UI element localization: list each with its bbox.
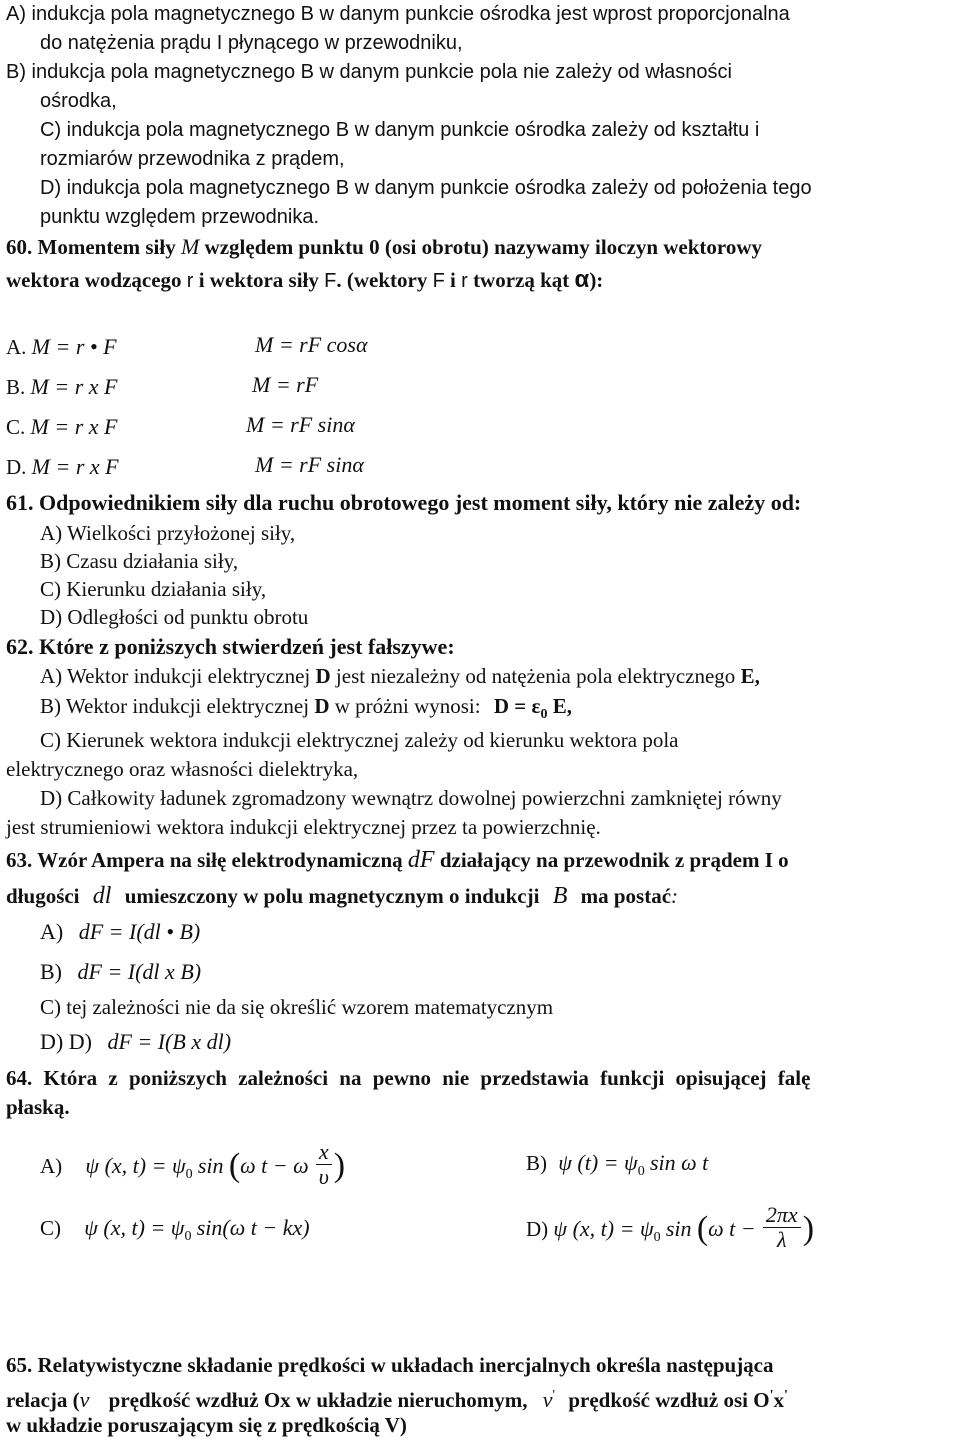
symbol-b: B xyxy=(552,883,568,909)
q64-title-line-1: 64. Która z poniższych zależności na pewno nie przedstawia funkcji opisującej falę xyxy=(6,1066,811,1090)
option-label: D. xyxy=(6,455,27,479)
q64-title-line-2: płaską. xyxy=(6,1095,70,1119)
symbol-m: M xyxy=(180,234,200,259)
fraction-2pix-over-lambda xyxy=(763,1203,801,1252)
q62-text: w próżni wynosi: xyxy=(334,694,481,718)
option-label: B) xyxy=(40,959,62,984)
symbol-v: v xyxy=(79,1387,90,1412)
option-label: A. xyxy=(6,335,27,359)
wave-lhs: ψ (x, t) = ψ xyxy=(553,1216,654,1241)
subscript-zero: 0 xyxy=(637,1164,645,1180)
option-label: C. xyxy=(6,415,26,439)
option-d-line-1: D) indukcja pola magnetycznego B w danym punkcie ośrodka zależy od położenia tego xyxy=(40,177,812,199)
q61-option-b: B) Czasu działania siły, xyxy=(40,549,239,573)
q65-line-1: 65. Relatywistyczne składanie prędkości w układach inercjalnych określa następująca xyxy=(6,1353,774,1377)
q63-option-a xyxy=(40,918,200,946)
q65-text: relacja ( xyxy=(6,1388,80,1412)
q63-text: działający na przewodnik z prądem I o xyxy=(439,848,789,872)
q62-option-a xyxy=(40,662,760,690)
q64-option-d xyxy=(526,1198,814,1266)
paren-close: ) xyxy=(802,1210,815,1247)
option-label: D) xyxy=(526,1217,549,1241)
subscript-zero: 0 xyxy=(653,1230,661,1246)
ampere-formula-cross: dF = I(dl x B) xyxy=(77,959,202,984)
symbol-r: r xyxy=(186,270,194,292)
option-c-line-1: C) indukcja pola magnetycznego B w danym punkcie ośrodka zależy od kształtu i xyxy=(40,119,760,141)
q60-text: i xyxy=(450,268,456,292)
option-label: A) xyxy=(40,1154,63,1178)
symbol-e: E, xyxy=(552,694,572,718)
paren-open: ( xyxy=(696,1210,709,1247)
q61-option-c: C) Kierunku działania siły, xyxy=(40,577,267,601)
option-label: D) D) xyxy=(40,1029,92,1054)
numerator: x xyxy=(316,1140,332,1165)
q65-text: prędkość wzdłuż osi O xyxy=(568,1388,770,1412)
q65-text: prędkość wzdłuż Ox w układzie nieruchomym, xyxy=(108,1388,528,1412)
q63-option-b xyxy=(40,958,201,986)
vector-formula: M = r x F xyxy=(31,454,119,479)
q60-option-b-scalar: M = rF xyxy=(252,372,319,397)
q60-text: wektora wodzącego xyxy=(6,268,182,292)
q63-option-d xyxy=(40,1028,231,1056)
option-a-line-2: do natężenia prądu I płynącego w przewodniku, xyxy=(40,32,463,54)
q60-text: . (wektory xyxy=(336,268,428,292)
q62-option-c-line-1: C) Kierunek wektora indukcji elektrycznej zależy od kierunku wektora pola xyxy=(40,728,679,752)
q65-line-2 xyxy=(6,1382,788,1414)
vector-formula: M = r x F xyxy=(30,374,118,399)
q65-line-3: w układzie poruszającym się z prędkością V) xyxy=(6,1413,407,1437)
denominator: υ xyxy=(318,1163,329,1189)
q60-option-b xyxy=(6,373,117,401)
q63-text: 63. Wzór Ampera na siłę elektrodynamiczną xyxy=(6,848,403,872)
numerator: 2πx xyxy=(763,1203,801,1228)
q63-text: ma postać xyxy=(580,884,672,908)
q60-option-c-scalar: M = rF sinα xyxy=(246,412,355,437)
q62-title: 62. Które z poniższych stwierdzeń jest fałszywe: xyxy=(6,634,455,659)
wave-rhs: sin ω t xyxy=(649,1150,709,1175)
ampere-formula-reversed: dF = I(B x dl) xyxy=(107,1029,232,1054)
q63-option-c: C) tej zależności nie da się określić wzorem matematycznym xyxy=(40,995,554,1019)
q62-text: jest niezależny od natężenia pola elektrycznego xyxy=(335,664,736,688)
q62-text: B) Wektor indukcji elektrycznej xyxy=(40,694,310,718)
q61-option-a: A) Wielkości przyłożonej siły, xyxy=(40,521,296,545)
q60-text: i wektora siły xyxy=(198,268,319,292)
fraction-x-over-v xyxy=(316,1140,332,1189)
q63-line-1 xyxy=(6,846,789,874)
symbol-v-prime: v xyxy=(542,1387,553,1412)
subscript-zero: 0 xyxy=(184,1229,192,1245)
wave-argument: ω t − xyxy=(708,1216,756,1241)
wave-rhs: sin(ω t − kx) xyxy=(196,1215,310,1240)
q60-option-d-scalar: M = rF sinα xyxy=(255,452,364,477)
q60-line-2 xyxy=(6,266,603,295)
prime-mark: ' xyxy=(552,1388,556,1403)
q63-text: umieszczony w polu magnetycznym o indukcji xyxy=(124,884,540,908)
option-label: A) xyxy=(40,919,64,944)
q60-text: ): xyxy=(589,268,604,292)
symbol-df: dF xyxy=(407,847,435,873)
q61-title: 61. Odpowiednikiem siły dla ruchu obrotowego jest moment siły, który nie zależy od: xyxy=(6,490,802,515)
option-b-line-1: B) indukcja pola magnetycznego B w danym punkcie pola nie zależy od własności xyxy=(6,61,732,83)
q61-option-d: D) Odległości od punktu obrotu xyxy=(40,605,309,629)
prime-mark: ' xyxy=(783,1388,788,1403)
symbol-e: E, xyxy=(740,664,760,688)
symbol-alpha: α xyxy=(574,266,590,293)
symbol-dl: dl xyxy=(92,883,112,909)
option-label: C) xyxy=(40,1216,61,1240)
wave-lhs: ψ (t) = ψ xyxy=(558,1150,638,1175)
q62-option-d-line-1: D) Całkowity ładunek zgromadzony wewnątrz dowolnej powierzchni zamkniętej równy xyxy=(40,786,782,810)
wave-lhs: ψ (x, t) = ψ xyxy=(85,1153,186,1178)
wave-lhs: ψ (x, t) = ψ xyxy=(84,1215,185,1240)
formula-d-eps: D = ε xyxy=(493,694,541,718)
q62-option-b xyxy=(40,692,572,729)
q60-option-c xyxy=(6,413,117,441)
option-d-line-2: punktu względem przewodnika. xyxy=(40,206,320,228)
option-b-line-2: ośrodka, xyxy=(40,90,117,112)
subscript-zero: 0 xyxy=(185,1167,193,1183)
vector-formula: M = r • F xyxy=(31,334,117,359)
sin-function: sin xyxy=(197,1153,224,1178)
paren-close: ) xyxy=(333,1147,346,1184)
q60-line-1 xyxy=(6,233,762,261)
q63-line-2 xyxy=(6,882,678,910)
subscript-zero: 0 xyxy=(540,707,548,723)
paren-open: ( xyxy=(228,1147,241,1184)
q64-option-b xyxy=(526,1140,708,1195)
q63-text: : xyxy=(671,884,679,908)
symbol-f: F xyxy=(432,270,445,292)
sin-function: sin xyxy=(665,1216,692,1241)
symbol-d: D xyxy=(315,664,331,688)
option-c-line-2: rozmiarów przewodnika z prądem, xyxy=(40,148,345,170)
wave-argument: ω t − ω xyxy=(240,1153,309,1178)
option-label: B) xyxy=(526,1151,547,1175)
option-label: B. xyxy=(6,375,26,399)
symbol-r: r xyxy=(461,270,468,292)
q60-text: 60. Momentem siły xyxy=(6,235,176,259)
q60-text: względem punktu 0 (osi obrotu) nazywamy iloczyn wektorowy xyxy=(204,235,763,259)
prime-mark: ' xyxy=(769,1388,774,1403)
q60-option-a xyxy=(6,333,117,361)
q60-option-a-scalar: M = rF cosα xyxy=(255,332,368,357)
symbol-d: D xyxy=(314,694,330,718)
vector-formula: M = r x F xyxy=(30,414,118,439)
symbol-x: x xyxy=(773,1388,784,1412)
q62-text: A) Wektor indukcji elektrycznej xyxy=(40,664,311,688)
option-a-line-1: A) indukcja pola magnetycznego B w danym punkcie ośrodka jest wprost proporcjonalna xyxy=(6,3,790,25)
q64-option-c xyxy=(40,1208,310,1257)
q64-option-a xyxy=(40,1140,345,1198)
denominator: λ xyxy=(777,1226,787,1252)
symbol-f: F xyxy=(324,270,337,292)
q60-text: tworzą kąt xyxy=(473,268,570,292)
q60-option-d xyxy=(6,453,119,481)
q62-option-c-line-2: elektrycznego oraz własności dielektryka, xyxy=(6,757,359,781)
q62-option-d-line-2: jest strumieniowi wektora indukcji elektrycznej przez ta powierzchnię. xyxy=(6,815,601,839)
q63-text: długości xyxy=(6,884,80,908)
ampere-formula-dot: dF = I(dl • B) xyxy=(78,919,201,944)
